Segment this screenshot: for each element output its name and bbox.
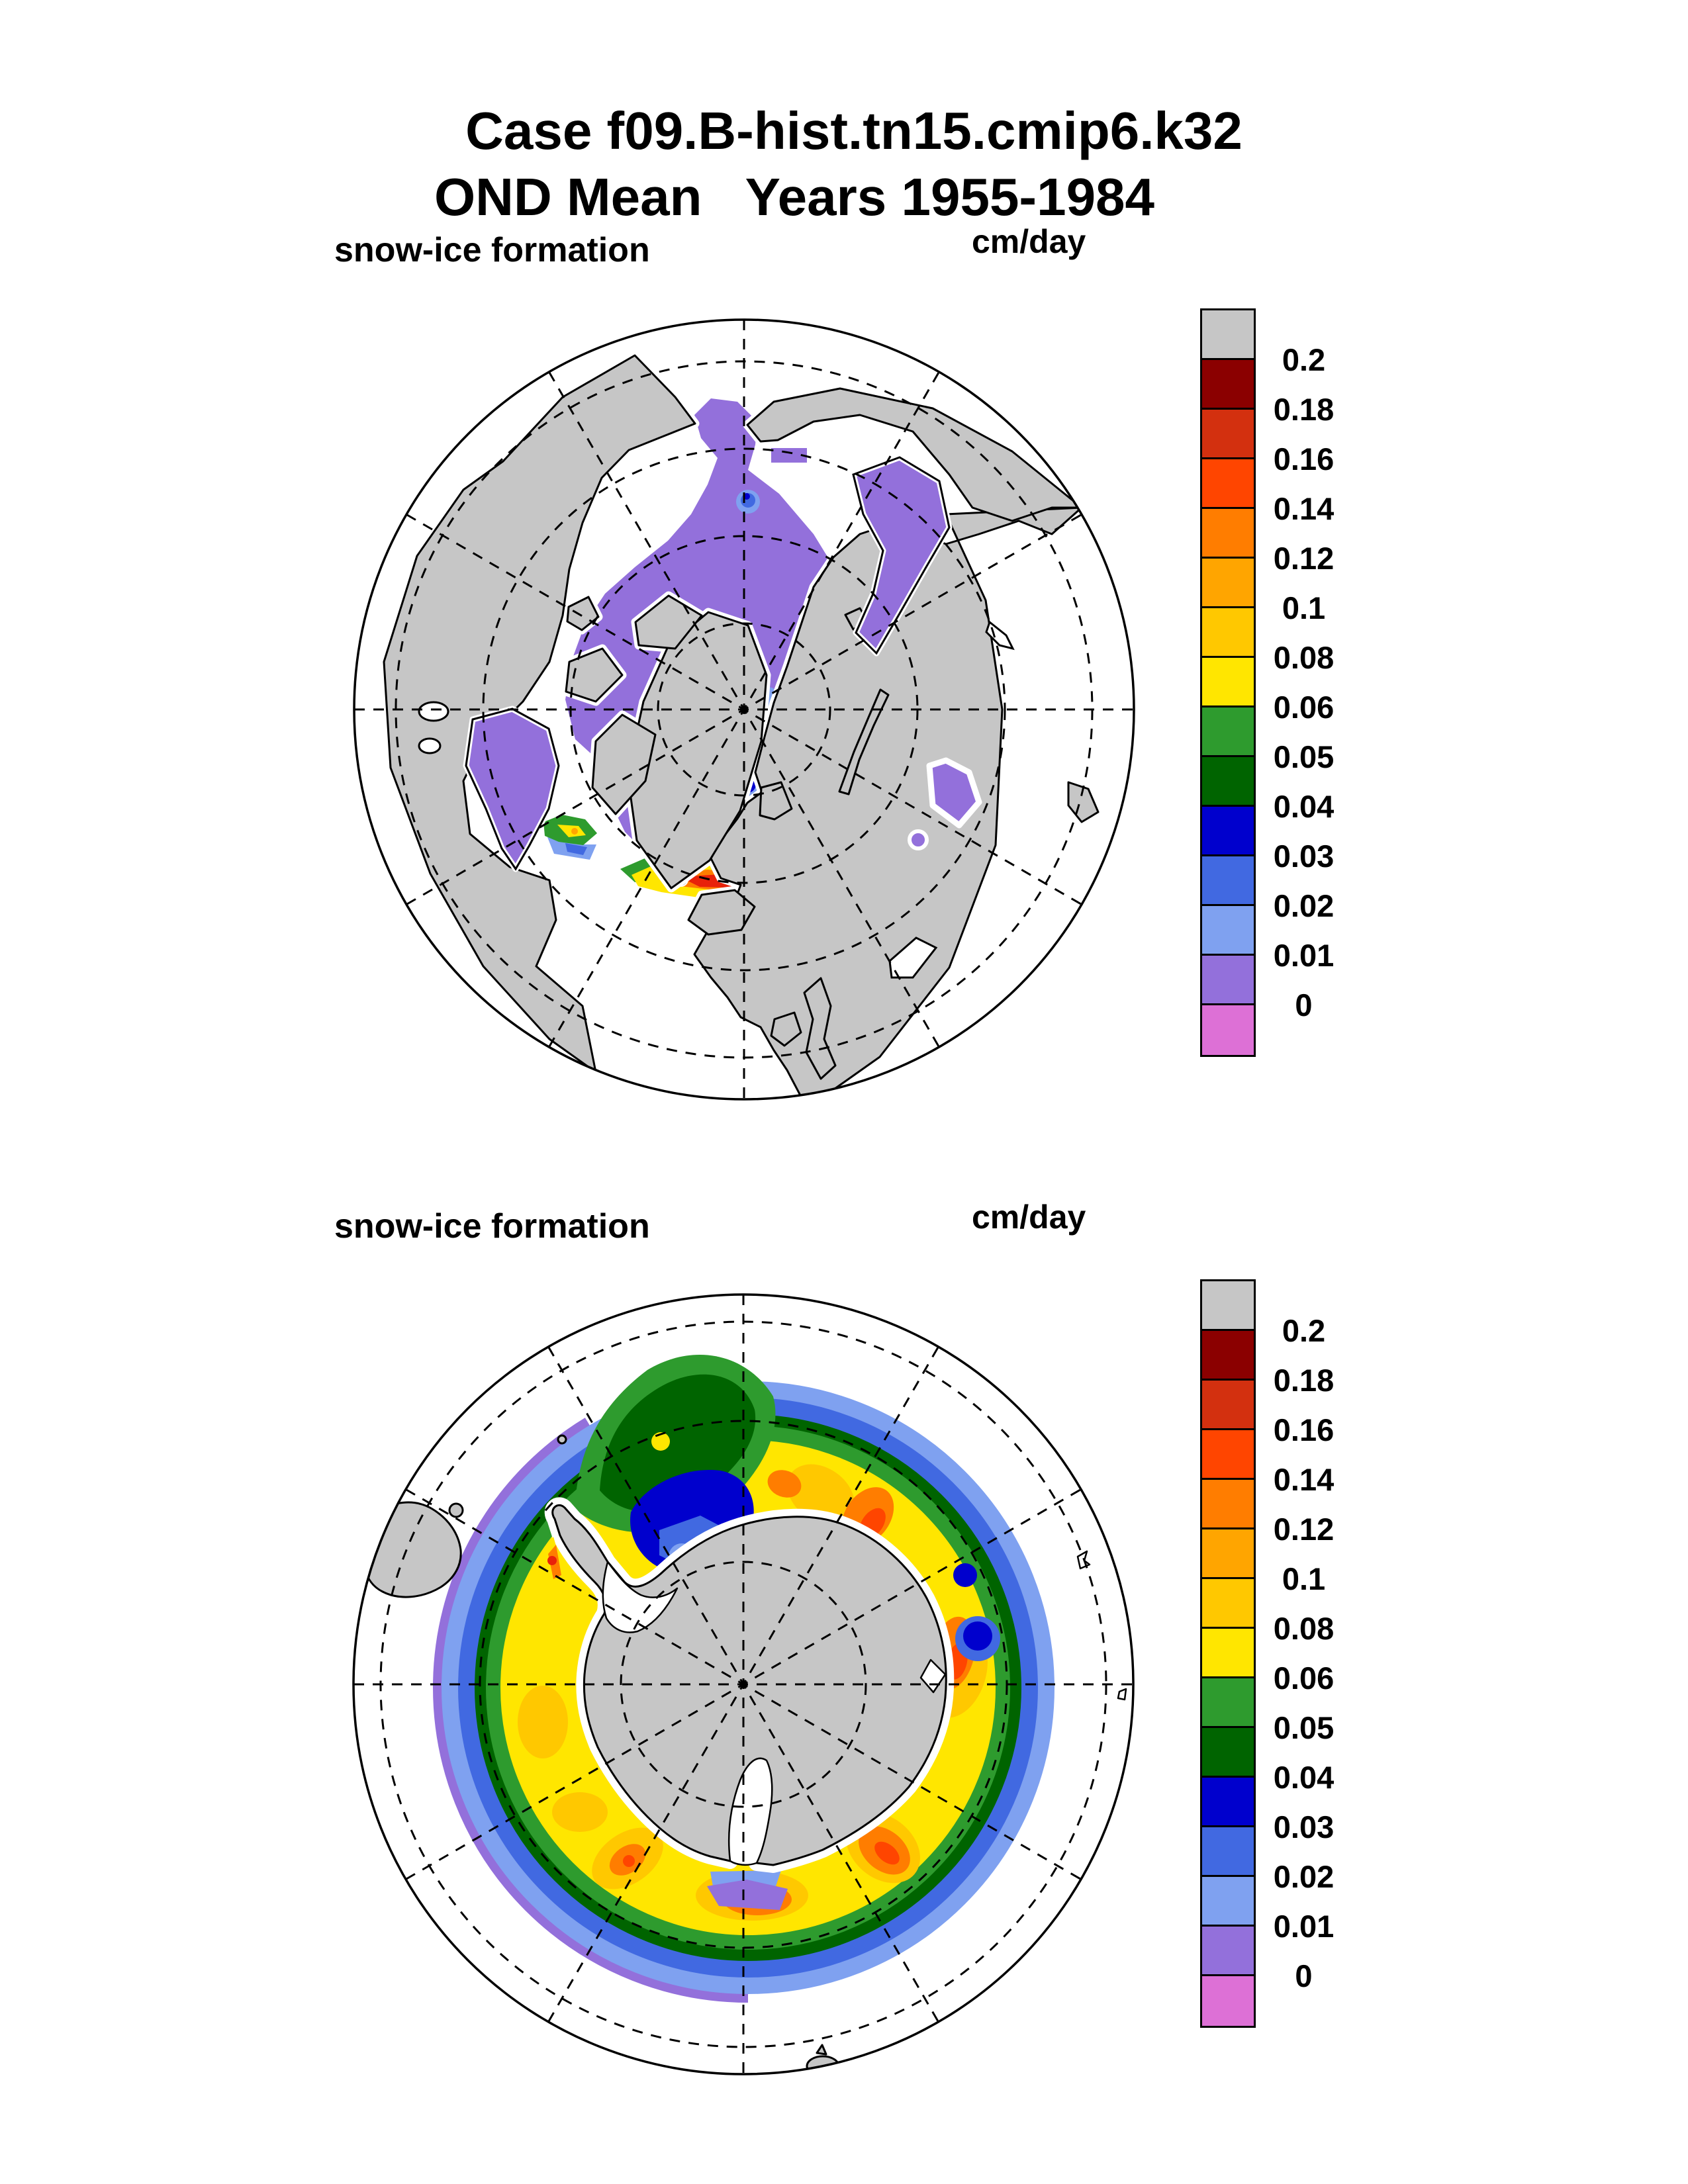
colorbar-tick-label: 0 [1295,1958,1313,1993]
page-subtitle-line: OND Mean Years 1955-1984 [434,167,1155,226]
colorbar-tick-label: 0.04 [1273,789,1335,824]
panel2-units-label: cm/day [972,1199,1086,1236]
colorbar-tick-label: 0.16 [1273,441,1335,477]
colorbar-tick-label: 0.05 [1273,739,1335,774]
colorbar-tick-label: 0.2 [1282,1313,1326,1348]
colorbar-tick-label: 0.06 [1273,1661,1335,1696]
colorbar-tick-label: 0.1 [1282,1561,1326,1596]
colorbar-tick-label: 0.08 [1273,1611,1335,1646]
colorbar-tick-label: 0.12 [1273,1512,1335,1547]
antarctic-map [350,1291,1137,2078]
colorbar-tick-label: 0.08 [1273,640,1335,675]
colorbar-tick-label: 0.05 [1273,1710,1335,1745]
colorbar-tick-label: 0.03 [1273,1809,1335,1844]
colorbar-tick-label: 0.18 [1273,1363,1335,1398]
colorbar-tick-label: 0.01 [1273,938,1335,973]
colorbar-tick-label: 0.03 [1273,839,1335,874]
panel1-variable-label: snow-ice formation [334,231,650,269]
colorbar-tick-label: 0 [1295,987,1313,1023]
colorbar-tick-label: 0.1 [1282,590,1326,625]
colorbar-tick-label: 0.18 [1273,392,1335,427]
colorbar-south-labels [1246,1281,1362,2030]
colorbar-tick-label: 0.04 [1273,1760,1335,1795]
arctic-map [350,316,1138,1103]
colorbar-tick-label: 0.12 [1273,541,1335,576]
colorbar-tick-label: 0.02 [1273,888,1335,923]
colorbar-tick-label: 0.02 [1273,1859,1335,1894]
colorbar-tick-label: 0.16 [1273,1412,1335,1447]
colorbar-tick-label: 0.06 [1273,690,1335,725]
colorbar-tick-label: 0.14 [1273,491,1335,526]
colorbar-tick-label: 0.01 [1273,1909,1335,1944]
page-title: Case f09.B-hist.tn15.cmip6.k32 [465,101,1243,160]
panel1-units-label: cm/day [972,223,1086,260]
colorbar-tick-label: 0.2 [1282,342,1326,377]
colorbar-tick-label: 0.14 [1273,1462,1335,1497]
panel2-variable-label: snow-ice formation [334,1207,650,1246]
colorbar-north-labels [1246,310,1362,1059]
